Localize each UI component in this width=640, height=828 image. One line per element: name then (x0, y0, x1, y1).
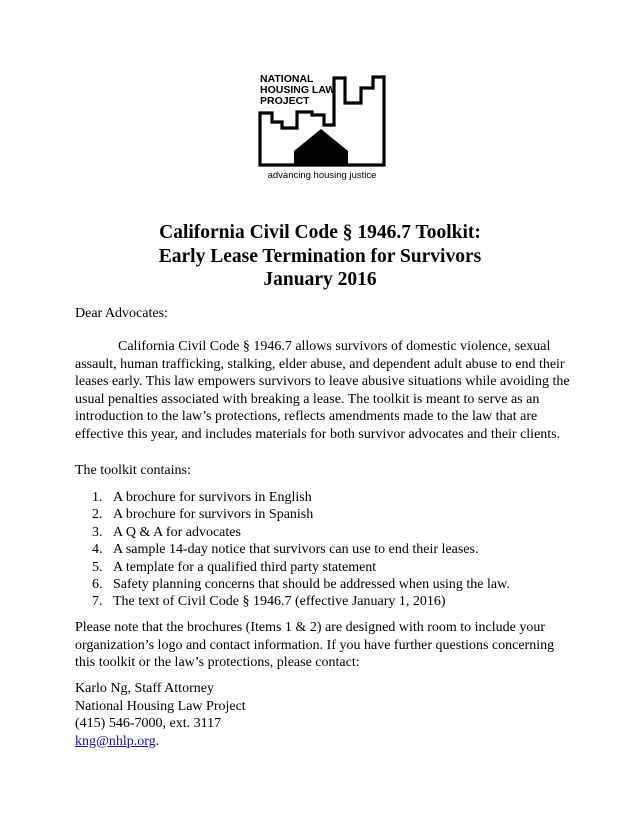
list-item-number: 2. (92, 507, 103, 523)
list-item (75, 506, 555, 523)
list-item (75, 593, 555, 610)
title-line-3: January 2016 (263, 269, 377, 290)
logo-line-1: NATIONAL (260, 73, 314, 85)
list-item (75, 524, 555, 541)
list-item-number: 7. (92, 594, 103, 610)
list-item (75, 489, 555, 506)
list-item-text: A brochure for survivors in Spanish (113, 507, 314, 523)
list-item (75, 559, 555, 576)
list-item (75, 541, 555, 558)
contact-name: Karlo Ng, Staff Attorney (75, 681, 214, 696)
list-item-text: Safety planning concerns that should be addressed when using the law. (113, 577, 510, 593)
email-suffix: . (155, 733, 160, 749)
contact-email-link[interactable]: kng@nhlp.org (75, 733, 156, 749)
list-item-text: A brochure for survivors in English (113, 490, 312, 505)
toolkit-contents-heading: The toolkit contains: (75, 463, 191, 478)
list-item-number: 6. (92, 577, 103, 593)
title-line-2: Early Lease Termination for Survivors (158, 245, 482, 267)
title-line-1: California Civil Code § 1946.7 Toolkit: (159, 222, 481, 243)
toolkit-contents-list (75, 489, 555, 611)
list-item-text: A Q & A for advocates (113, 524, 241, 540)
page-title (0, 221, 640, 292)
logo-tagline: advancing housing justice (267, 170, 377, 181)
list-item-number: 5. (92, 559, 103, 575)
house-icon (294, 129, 348, 166)
list-item-number: 4. (92, 542, 103, 558)
salutation: Dear Advocates: (75, 306, 168, 321)
nhlp-logo (257, 72, 387, 182)
list-item-text: A template for a qualified third party statement (113, 559, 377, 575)
list-item-text: The text of Civil Code § 1946.7 (effective January 1, 2016) (113, 594, 446, 610)
logo-line-2: HOUSING LAW (260, 84, 336, 96)
contact-phone: (415) 546-7000, ext. 3117 (75, 716, 222, 732)
list-item (75, 576, 555, 593)
contact-block (75, 680, 575, 750)
note-paragraph: Please note that the brochures (Items 1 & 2) are designed with room to include your organization’s logo and contact information. If you have further questions concerning this toolkit or the law’s protections, please contact: (75, 620, 555, 671)
list-item-text: A sample 14-day notice that survivors can use to end their leases. (113, 542, 479, 558)
list-item-number: 1. (92, 490, 103, 505)
logo-line-3: PROJECT (260, 95, 310, 107)
intro-paragraph: California Civil Code § 1946.7 allows survivors of domestic violence, sexual assault, human trafficking, stalking, elder abuse, and dependent adult abuse to end their leases early. This law empowers survivors to leave abusive situations while avoiding the usual penalties associated with breaking a lease. The toolkit is meant to serve as an introduction to the law’s protections, reflects amendments made to the law that are effective this year, and includes materials for both survivor advocates and their clients. (75, 339, 570, 442)
contact-email-line (75, 733, 575, 751)
list-item-number: 3. (92, 524, 103, 540)
contact-organization: National Housing Law Project (75, 698, 246, 714)
